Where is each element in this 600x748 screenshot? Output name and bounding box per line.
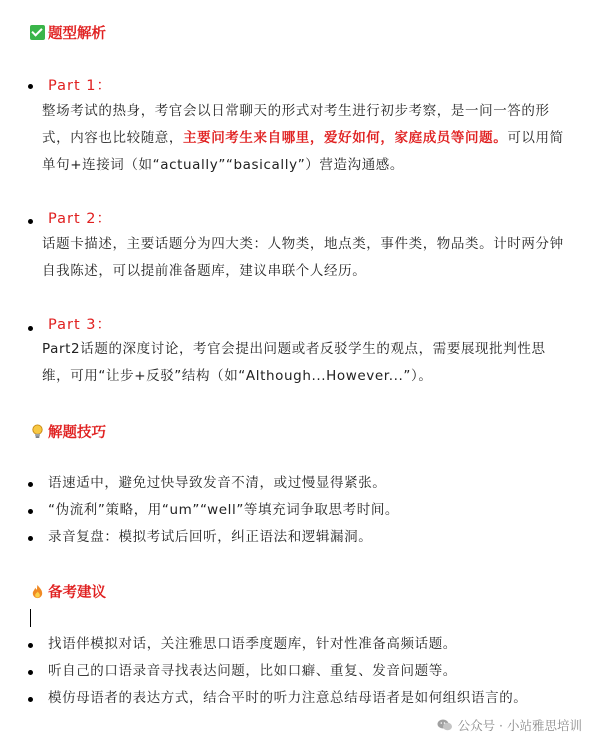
part-3-title: Part 3：: [48, 317, 112, 333]
light-bulb-icon: [30, 424, 45, 439]
watermark-text: 公众号 · 小站雅思培训: [457, 718, 582, 733]
bullet-dot: [28, 219, 33, 224]
bullet-dot: [28, 84, 33, 89]
section-title-tips: 解题技巧: [48, 425, 106, 441]
tip-item: “伪流利”策略，用“um”“well”等填充词争取思考时间。: [48, 502, 400, 518]
bullet-dot: [28, 326, 33, 331]
tip-item: 录音复盘：模拟考试后回听，纠正语法和逻辑漏洞。: [48, 529, 373, 545]
part-1-title: Part 1：: [48, 78, 112, 94]
advice-item: 听自己的口语录音寻找表达问题，比如口癖、重复、发音问题等。: [48, 663, 457, 679]
section-title-advice: 备考建议: [48, 585, 106, 601]
check-mark-icon: [30, 25, 45, 40]
bullet-dot: [28, 697, 33, 702]
part-1-text-tail: 可以用简单句+连接词（如“actually”“basically”）营造沟通感。: [42, 130, 564, 173]
tip-item: 语速适中，避免过快导致发音不清，或过慢显得紧张。: [48, 475, 387, 491]
bullet-dot: [28, 482, 33, 487]
bullet-dot: [28, 670, 33, 675]
part-1-text: 整场考试的热身，考官会以日常聊天的形式对考生进行初步考察，是一问一答的形式，内容也比较随意，: [42, 103, 550, 146]
watermark: [437, 716, 582, 734]
part-1-highlight: 主要问考生来自哪里，爱好如何，家庭成员等问题。: [183, 130, 508, 146]
part-3-description: Part2话题的深度讨论，考官会提出问题或者反驳学生的观点，需要展现批判性思维，可用“让步+反驳”结构（如“Although...However...”）。: [42, 341, 546, 384]
section-heading-tips: [30, 421, 106, 442]
part-2-description: 话题卡描述，主要话题分为四大类：人物类，地点类，事件类，物品类。计时两分钟自我陈述，可以提前准备题库，建议串联个人经历。: [42, 236, 564, 279]
bullet-dot: [28, 509, 33, 514]
fire-icon: [30, 584, 45, 599]
bullet-dot: [28, 643, 33, 648]
part-2-title: Part 2：: [48, 211, 112, 227]
wechat-icon: [437, 718, 453, 732]
text-cursor: [30, 609, 31, 627]
section-heading-advice: [30, 581, 106, 602]
section-title-analysis: 题型解析: [48, 26, 106, 42]
advice-item: 找语伴模拟对话，关注雅思口语季度题库，针对性准备高频话题。: [48, 636, 457, 652]
part-1-description: [42, 98, 570, 179]
bullet-dot: [28, 536, 33, 541]
advice-item: 模仿母语者的表达方式，结合平时的听力注意总结母语者是如何组织语言的。: [48, 690, 528, 706]
section-heading-analysis: [30, 22, 106, 43]
